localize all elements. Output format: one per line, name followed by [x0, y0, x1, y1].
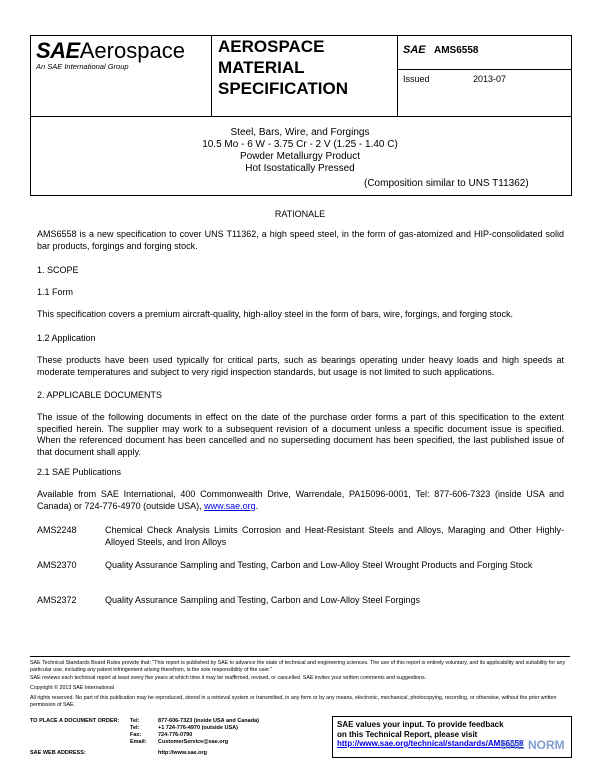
- ref-text: Quality Assurance Sampling and Testing, Carbon and Low-Alloy Steel Forgings: [105, 595, 421, 605]
- section-heading: 1.2 Application: [37, 333, 96, 343]
- title-line: 10.5 Mo - 6 W - 3.75 Cr - 2 V (1.25 - 1.40 C): [202, 139, 398, 150]
- paragraph: The issue of the following documents in effect on the date of the purchase order forms a part of this specification to the extent specified herein. The supplier may work to a subsequent revision of a document unless a specific document issue is specified. When the referenced document has been cancelled and no superseding document has been specified, the last published issue of that document shall apply.: [37, 412, 564, 457]
- header-divider: [397, 69, 571, 70]
- spec-title-line: MATERIAL: [218, 58, 305, 77]
- ref-code: AMS2248: [37, 525, 77, 535]
- sae-link[interactable]: www.sae.org: [204, 500, 256, 511]
- footer-notice: SAE reviews each technical report at least every five years at which time it may be reaffirmed, revised, or cancelled. SAE invites your written comments and suggestions.: [30, 675, 427, 681]
- email-value[interactable]: CustomerService@sae.org: [158, 739, 229, 745]
- watermark: SAE NORM: [500, 738, 565, 752]
- section-heading: 2. APPLICABLE DOCUMENTS: [37, 390, 163, 400]
- section-heading: 2.1 SAE Publications: [37, 467, 122, 477]
- issued-date: 2013-07: [473, 74, 507, 84]
- title-line: Powder Metallurgy Product: [239, 151, 361, 162]
- composition-note: (Composition similar to UNS T11362): [364, 178, 529, 189]
- logo-subtitle: An SAE International Group: [36, 62, 129, 71]
- paragraph-text: Available from SAE International, 400 Commonwealth Drive, Warrendale, PA15096-0001, Tel: 877-606-7323 (inside USA and Canada) or 724-776-4970 (outside USA),: [37, 489, 564, 511]
- doc-number: AMS6558: [434, 45, 479, 56]
- spec-title-line: SPECIFICATION: [218, 79, 349, 98]
- tel-label: Tel:: [130, 718, 140, 724]
- fax-label: Fax:: [130, 732, 142, 738]
- section-heading: 1.1 Form: [37, 287, 74, 297]
- rationale-text: AMS6558 is a new specification to cover UNS T11362, a high speed steel, in the form of gas-atomized and HIP-consolidated solid bar products, forgings and forging stock.: [37, 229, 564, 251]
- header-divider: [211, 36, 212, 116]
- footer-copyright: Copyright © 2013 SAE International: [30, 685, 114, 691]
- web-label: SAE WEB ADDRESS:: [30, 750, 86, 756]
- email-label: Email:: [130, 739, 147, 745]
- tel-value: +1 724-776-4970 (outside USA): [158, 725, 238, 731]
- feedback-text: on this Technical Report, please visit: [337, 729, 478, 739]
- title-line: Steel, Bars, Wire, and Forgings: [230, 127, 370, 138]
- spec-title: [218, 36, 366, 99]
- header-divider: [397, 36, 398, 116]
- paragraph: [37, 489, 564, 512]
- order-label: TO PLACE A DOCUMENT ORDER:: [30, 718, 120, 724]
- tel-value: 877-606-7323 (inside USA and Canada): [158, 718, 259, 724]
- web-value[interactable]: http://www.sae.org: [158, 750, 207, 756]
- paragraph-end: .: [255, 500, 259, 511]
- spec-title-line: AEROSPACE: [218, 37, 325, 56]
- ref-code: AMS2372: [37, 595, 77, 605]
- ref-text: Quality Assurance Sampling and Testing, Carbon and Low-Alloy Steel Wrought Products and Forging Stock: [105, 560, 533, 570]
- ref-text: Chemical Check Analysis Limits Corrosion and Heat-Resistant Steels and Alloys, Maraging and Other Highly-Alloyed Steels, and Iron Alloys: [105, 525, 564, 547]
- sae-aerospace-logo: [36, 38, 186, 71]
- rationale-heading: RATIONALE: [274, 209, 326, 219]
- fax-value: 724-776-0790: [158, 732, 193, 738]
- feedback-link[interactable]: http://www.sae.org/technical/standards/AMS6558: [337, 739, 524, 748]
- sae-mark: SAE: [403, 44, 426, 56]
- paragraph: This specification covers a premium aircraft-quality, high-alloy steel in the form of bars, wire, forgings, and forging stock.: [37, 309, 514, 319]
- issued-label: Issued: [403, 74, 430, 84]
- footer-notice: SAE Technical Standards Board Rules provide that: "This report is published by SAE to advance the state of technical and engineering sciences. The use of this report is entirely voluntary, and its applicability and suitability for any particular use, including any patent infringement arising therefrom, is the sole responsibility of the user.": [30, 660, 566, 673]
- feedback-text: SAE values your input. To provide feedback: [337, 720, 504, 729]
- footer-rule: [30, 656, 570, 657]
- logo-text: Aerospace: [79, 38, 185, 63]
- tel-label: Tel:: [130, 725, 140, 731]
- section-heading: 1. SCOPE: [37, 265, 79, 275]
- logo-bold-text: SAE: [36, 38, 80, 63]
- paragraph: These products have been used typically for critical parts, such as bearings operating under heavy loads and high speeds at moderate temperatures and subject to very rigid inspection standards, but usage is not limited to such applications.: [37, 355, 564, 377]
- footer-notice: All rights reserved. No part of this publication may be reproduced, stored in a retrieval system or transmitted, in any form or by any means, electronic, mechanical, photocopying, recording, or otherwise, without the prior written permission of SAE.: [30, 695, 557, 708]
- title-line: Hot Isostatically Pressed: [245, 163, 355, 174]
- ref-code: AMS2370: [37, 560, 77, 570]
